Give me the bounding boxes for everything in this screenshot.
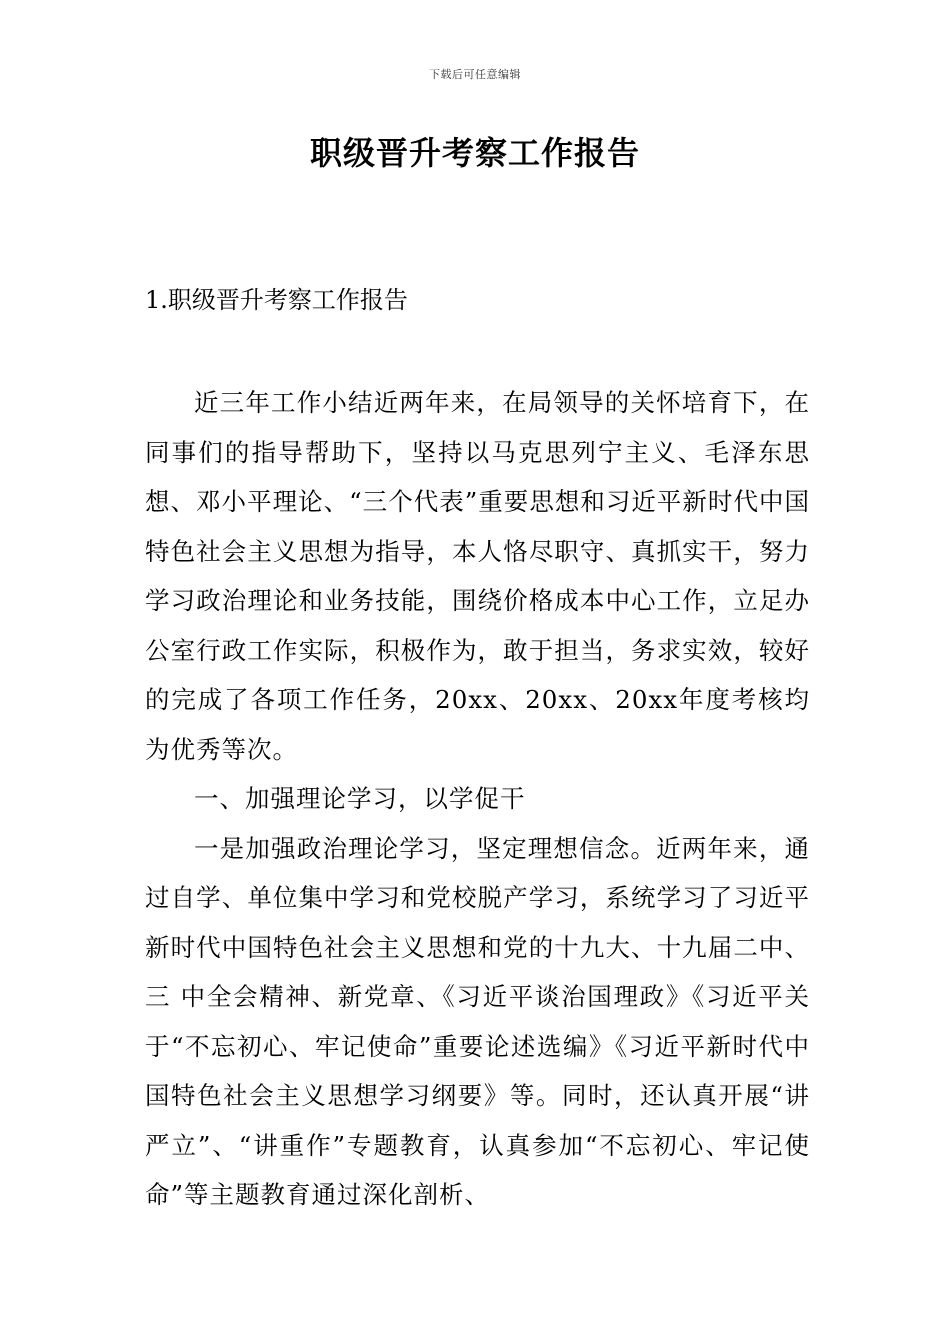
- paragraph-summary: 近三年工作小结近两年来，在局领导的关怀培育下，在同事们的指导帮助下，坚持以马克思列宁主义、毛泽东思想、邓小平理论、“三个代表”重要思想和习近平新时代中国特色社会主义思想为指导，本人恪尽职守、真抓实干，努力学习政治理论和业务技能，围绕价格成本中心工作，立足办公室行政工作实际，积极作为，敢于担当，务求实效，较好的完成了各项工作任务，20xx、20xx、20xx年度考核均为优秀等次。: [145, 388, 810, 764]
- document-title: 职级晋升考察工作报告: [309, 134, 640, 172]
- document-body: [145, 378, 810, 1220]
- section-heading: 1.职级晋升考察工作报告: [145, 286, 408, 314]
- header-note: 下载后可任意编辑: [429, 68, 521, 81]
- paragraph-subheading: 一、加强理论学习，以学促干: [194, 784, 526, 813]
- paragraph-theory-study: 一是加强政治理论学习，坚定理想信念。近两年来，通过自学、单位集中学习和党校脱产学习，系统学习了习近平新时代中国特色社会主义思想和党的十九大、十九届二中、三 中全会精神、新党章、《习近平谈治国理政》《习近平关于“不忘初心、牢记使命”重要论述选编》《习近平新时代中国特色社会主义思想学习纲要》等。同时，还认真开展“讲严立”、“讲重作”专题教育，认真参加“不忘初心、牢记使命”等主题教育通过深化剖析、: [145, 833, 810, 1209]
